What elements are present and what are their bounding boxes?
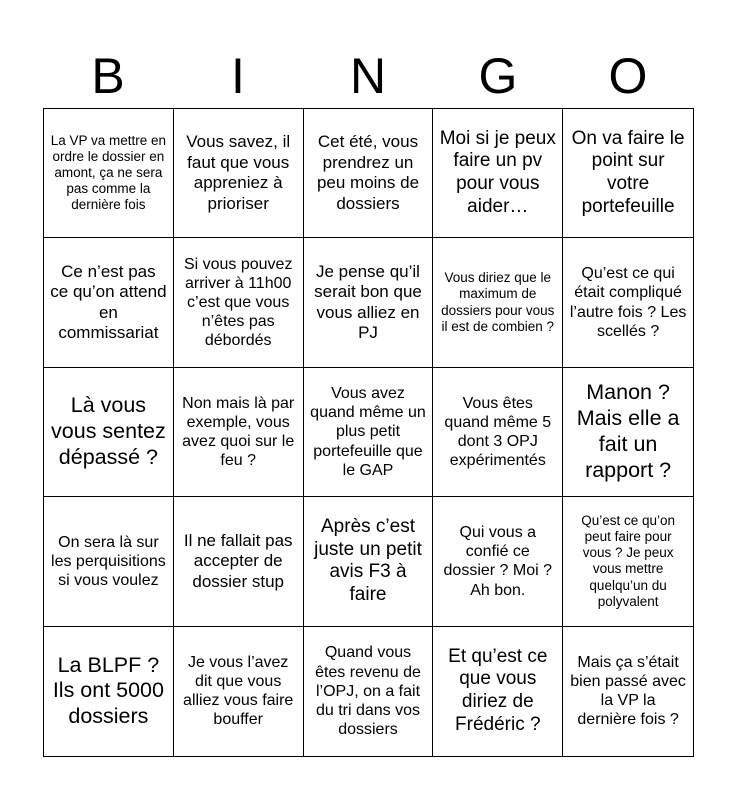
- title-letter-i: I: [231, 48, 245, 104]
- bingo-cell[interactable]: [433, 368, 563, 497]
- bingo-cell[interactable]: [44, 497, 174, 626]
- bingo-grid: [43, 108, 694, 757]
- bingo-cell[interactable]: [174, 627, 304, 756]
- bingo-cell[interactable]: [304, 368, 434, 497]
- bingo-cell-text: Non mais là par exemple, vous avez quoi sur le feu ?: [182, 394, 295, 470]
- bingo-cell-text: La BLPF ? Ils ont 5000 dossiers: [52, 652, 164, 729]
- bingo-cell[interactable]: [433, 238, 563, 367]
- title-letter-o: O: [608, 48, 648, 104]
- bingo-cell[interactable]: [563, 368, 693, 497]
- bingo-cell[interactable]: [563, 497, 693, 626]
- bingo-cell-text: Qu’est ce qu’on peut faire pour vous ? Je peux vous mettre quelqu’un du polyvalent: [581, 512, 675, 609]
- title-letter-b: B: [91, 48, 125, 104]
- bingo-cell-text: Cet été, vous prendrez un peu moins de dossiers: [316, 132, 420, 213]
- bingo-cell-text: On va faire le point sur votre portefeuille: [571, 127, 685, 217]
- bingo-cell-text: Je vous l’avez dit que vous alliez vous faire bouffer: [183, 653, 294, 729]
- bingo-cell-text: Après c’est juste un petit avis F3 à faire: [314, 515, 422, 606]
- bingo-cell-text: Vous avez quand même un plus petit portefeuille que le GAP: [310, 385, 426, 479]
- bingo-cell-text: Ce n’est pas ce qu’on attend en commissariat: [50, 261, 167, 342]
- bingo-cell-text: Qui vous a confié ce dossier ? Moi ? Ah bon.: [443, 524, 553, 599]
- bingo-cell-text: Quand vous êtes revenu de l’OPJ, on a fait du tri dans vos dossiers: [315, 644, 421, 739]
- bingo-cell[interactable]: [563, 238, 693, 367]
- bingo-cell[interactable]: [304, 497, 434, 626]
- bingo-cell-text: Et qu’est ce que vous diriez de Frédéric ?: [448, 645, 548, 736]
- bingo-cell-text: Je pense qu’il serait bon que vous alliez en PJ: [314, 261, 422, 342]
- bingo-cell-text: Moi si je peux faire un pv pour vous aider…: [439, 127, 556, 217]
- bingo-cell-text: Il ne fallait pas accepter de dossier stup: [183, 530, 293, 591]
- bingo-cell[interactable]: [174, 109, 304, 238]
- bingo-cell-text: Qu’est ce qui était compliqué l’autre fois ? Les scellés ?: [569, 265, 687, 340]
- bingo-cell[interactable]: [44, 627, 174, 756]
- title-letter-n: N: [349, 48, 387, 104]
- bingo-cell[interactable]: [44, 368, 174, 497]
- bingo-cell[interactable]: [433, 497, 563, 626]
- bingo-cell[interactable]: [174, 497, 304, 626]
- bingo-cell[interactable]: [563, 627, 693, 756]
- bingo-cell[interactable]: [44, 109, 174, 238]
- bingo-cell-text: Vous savez, il faut que vous appreniez à prioriser: [186, 132, 291, 213]
- bingo-cell-text: Mais ça s’était bien passé avec la VP la dernière fois ?: [570, 653, 686, 729]
- bingo-cell[interactable]: [304, 109, 434, 238]
- bingo-cell[interactable]: [304, 627, 434, 756]
- bingo-cell[interactable]: [433, 109, 563, 238]
- bingo-cell[interactable]: [174, 368, 304, 497]
- bingo-cell[interactable]: [174, 238, 304, 367]
- bingo-cell[interactable]: [304, 238, 434, 367]
- bingo-cell-text: Vous êtes quand même 5 dont 3 OPJ expérimentés: [444, 394, 552, 470]
- bingo-cell[interactable]: [563, 109, 693, 238]
- bingo-cell-text: Manon ? Mais elle a fait un rapport ?: [576, 380, 680, 482]
- bingo-cell[interactable]: [433, 627, 563, 756]
- bingo-cell-text: Là vous vous sentez dépassé ?: [51, 393, 166, 469]
- title-letter-g: G: [478, 48, 518, 104]
- bingo-cell-text: Si vous pouvez arriver à 11h00 c’est que vous n’êtes pas débordés: [183, 255, 293, 350]
- bingo-cell-text: La VP va mettre en ordre le dossier en amont, ça ne sera pas comme la dernière fois: [50, 132, 167, 213]
- bingo-cell[interactable]: [44, 238, 174, 367]
- bingo-title: [43, 44, 694, 108]
- bingo-cell-text: On sera là sur les perquisitions si vous voulez: [51, 533, 166, 589]
- bingo-cell-text: Vous diriez que le maximum de dossiers pour vous il est de combien ?: [441, 270, 555, 334]
